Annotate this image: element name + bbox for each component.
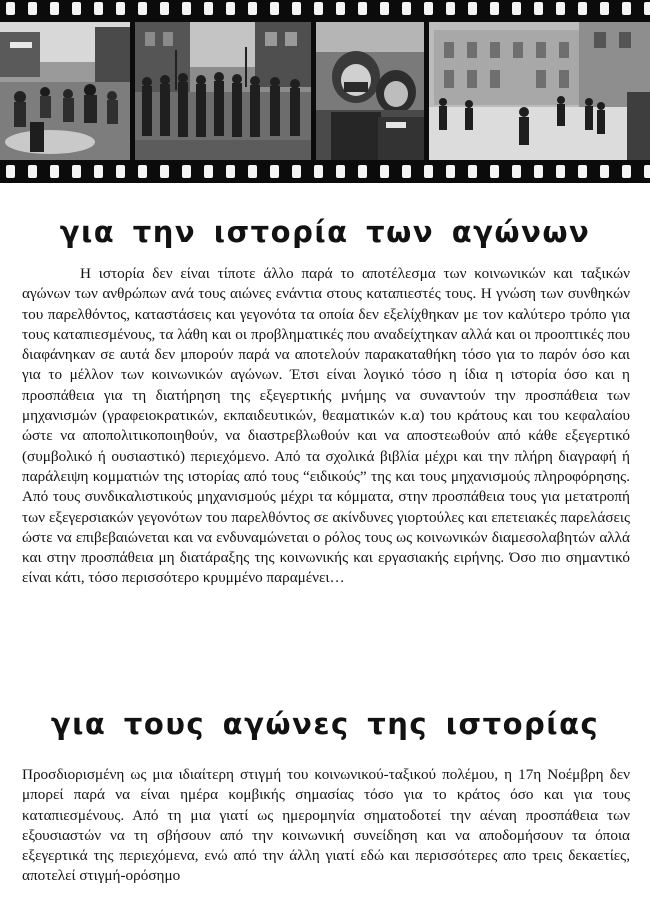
- film-perforation: [292, 165, 301, 178]
- clash-outside-building-photo: [429, 22, 650, 160]
- film-perforation: [182, 165, 191, 178]
- film-perforation: [28, 2, 37, 15]
- film-perforation: [116, 165, 125, 178]
- film-perforation: [358, 2, 367, 15]
- section-body-history-of-struggles: Η ιστορία δεν είναι τίποτε άλλο παρά το αποτέλεσμα των κοινωνικών και ταξικών αγώνων των ανθρώπων ανά τους αιώνες ενάντια στους καταπιεστές τους. Η γνώση των συνθηκών του παρελθόντος, καταστάσεις και γεγονότα τα οποία δεν εξελίχθηκαν με τον καλύτερο τρόπο για τους καταπιεσμένους, τα λάθη και οι προβληματικές που αναδείχτηκαν αλλά και οι προοπτικές που διαφάνηκαν σε αυτά δεν μπορούν παρά να αποτελούν παρακαταθήκη τόσο για το παρόν όσο και για το μέλλον των κοινωνικών αγώνων. Έτσι είναι λογικό τόσο η ίδια η ιστορία όσο και η προσπάθεια για τη διατήρηση της εξεγερτικής μνήμης να συναντούν την προσπάθεια των μηχανισμών (γραφειοκρατικών, εκπαιδευτικών, θεαματικών κ.α) του κράτους και του κεφαλαίου ώστε να αποπολιτικοποιηθούν, να διαστρεβλωθούν και να αποστεωθούν από κάθε εξεγερτικό (συμβολικό ή ουσιαστικό) περιεχόμενο. Από τα σχολικά βιβλία μέχρι και την πλήρη διαγραφή ή παράλειψη κομματιών της ιστορίας από τους “ειδικούς” της και τους μηχανισμούς πληροφόρησης. Από τους συνδικαλιστικούς μηχανισμούς μέχρι τα κόμματα, στην προσπάθεια τους για μετατροπή των εξεγερσιακών γεγονότων του παρελθόντος σε ακίνδυνες γιορτούλες και επετειακές παρελάσεις ώστε να επιβεβαιώνεται και να ενδυναμώνεται ο ρόλος τους ως κοινωνικών διαμεσολαβητών αλλά και στην προσπάθεια μη διατάραξης της κοινωνικής και εργασιακής ειρήνης. Όσο πιο σημαντικό είναι κάτι, τόσο περισσότερο κρυμμένο παραμένει…: [22, 265, 630, 587]
- film-perforation: [468, 2, 477, 15]
- film-perforation: [556, 165, 565, 178]
- film-perforation: [578, 2, 587, 15]
- film-perforation: [424, 165, 433, 178]
- film-perforation: [490, 165, 499, 178]
- film-perforation: [424, 2, 433, 15]
- film-perforation: [622, 165, 631, 178]
- film-perforation: [116, 2, 125, 15]
- film-perforation: [94, 165, 103, 178]
- street-crowd-photo: [0, 22, 130, 160]
- film-perforation: [160, 165, 169, 178]
- film-perforation: [556, 2, 565, 15]
- film-perforation: [358, 165, 367, 178]
- film-perforation: [336, 2, 345, 15]
- film-perforation: [336, 165, 345, 178]
- film-perforations-bottom: [0, 165, 650, 179]
- film-perforations-top: [0, 2, 650, 16]
- film-perforation: [50, 165, 59, 178]
- film-perforation: [292, 2, 301, 15]
- film-perforation: [380, 165, 389, 178]
- section-body-struggles-of-history: Προσδιορισμένη ως μια ιδιαίτερη στιγμή του κοινωνικού-ταξικού πολέμου, η 17η Νοέμβρη δεν μπορεί παρά να είναι ημέρα κομβικής σημασίας τόσο για το κράτος όσο και για τους καταπιεσμένους. Από τη μια γιατί ως ημερομηνία σηματοδοτεί την αέναη προσπάθεια των εξουσιαστών να τη σβήσουν από την κοινωνική συνείδηση και να αποδομήσουν τα όποια εξεγερτικά της περιεχόμενα, ενώ από την άλλη γιατί εδώ και περισσότερες απο τρεις δεκαετίες, αποτελεί στιγμή-ορόσημο: [22, 766, 630, 885]
- film-perforation: [270, 2, 279, 15]
- film-perforation: [204, 165, 213, 178]
- film-perforation: [468, 165, 477, 178]
- film-perforation: [72, 165, 81, 178]
- film-perforation: [622, 2, 631, 15]
- film-perforation: [490, 2, 499, 15]
- film-perforation: [6, 165, 15, 178]
- film-perforation: [512, 165, 521, 178]
- film-perforation: [314, 2, 323, 15]
- film-perforation: [270, 165, 279, 178]
- film-perforation: [204, 2, 213, 15]
- film-perforation: [402, 165, 411, 178]
- film-perforation: [226, 2, 235, 15]
- film-perforation: [534, 165, 543, 178]
- film-perforation: [138, 2, 147, 15]
- masked-protesters-photo: [316, 22, 424, 160]
- film-perforation: [644, 165, 650, 178]
- film-perforation: [600, 2, 609, 15]
- film-perforation: [94, 2, 103, 15]
- film-perforation: [402, 2, 411, 15]
- film-perforation: [6, 2, 15, 15]
- film-perforation: [182, 2, 191, 15]
- film-perforation: [28, 165, 37, 178]
- film-perforation: [314, 165, 323, 178]
- section-heading-history-of-struggles: για την ιστορία των αγώνων: [59, 215, 591, 249]
- film-perforation: [578, 165, 587, 178]
- film-perforation: [50, 2, 59, 15]
- film-perforation: [512, 2, 521, 15]
- film-perforation: [446, 2, 455, 15]
- film-perforation: [534, 2, 543, 15]
- film-perforation: [248, 2, 257, 15]
- film-perforation: [138, 165, 147, 178]
- protest-march-photo: [135, 22, 311, 160]
- film-perforation: [226, 165, 235, 178]
- film-perforation: [380, 2, 389, 15]
- film-perforation: [446, 165, 455, 178]
- film-perforation: [72, 2, 81, 15]
- film-perforation: [248, 165, 257, 178]
- film-perforation: [644, 2, 650, 15]
- film-strip-banner: [0, 0, 650, 183]
- film-perforation: [160, 2, 169, 15]
- film-perforation: [600, 165, 609, 178]
- section-heading-struggles-of-history: για τους αγώνες της ιστορίας: [50, 707, 600, 741]
